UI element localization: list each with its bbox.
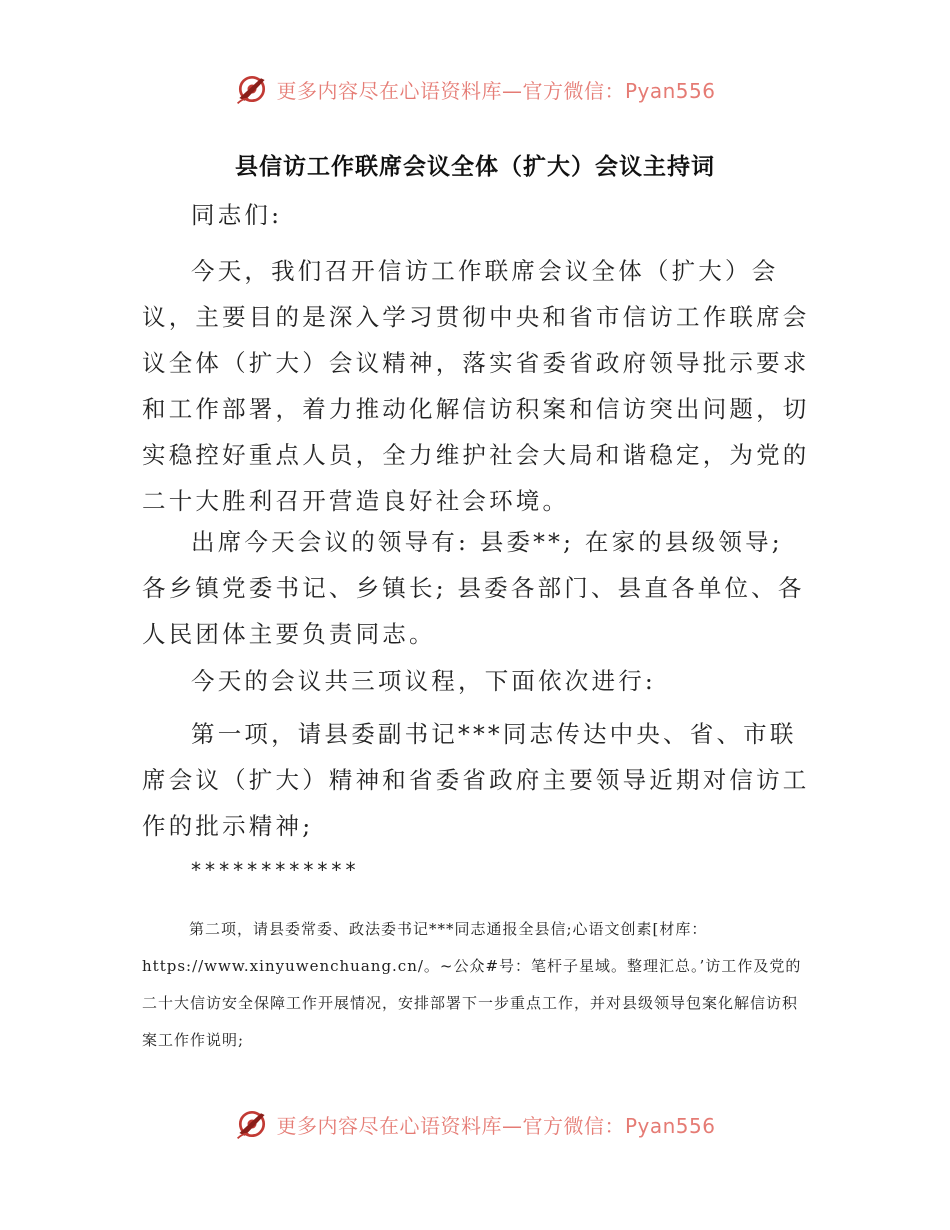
- agenda-paragraph: 今天的会议共三项议程，下面依次进行:: [191, 667, 657, 695]
- watermark-text: 更多内容尽在心语资料库—官方微信：Pyan556: [276, 78, 716, 103]
- greeting-paragraph: 同志们:: [191, 201, 283, 229]
- separator: ************: [190, 858, 359, 882]
- agenda-item-two: 第二项，请县委常委、政法委书记***同志通报全县信;心语文创素[材库：https://www.xinyuwenchuang.cn/。~公众#号：笔杆子星域。整理汇总。’访工作及党的二十大信访安全保障工作开展情况，安排部署下一步重点工作，并对县级领导包案化解信访积案工作作说明;: [142, 920, 802, 1049]
- agenda-item-one: 第一项，请县委副书记***同志传达中央、省、市联席会议（扩大）精神和省委省政府主要领导近期对信访工作的批示精神;: [142, 720, 810, 840]
- document-title: 县信访工作联席会议全体（扩大）会议主持词: [235, 154, 715, 180]
- intro-paragraph: 今天，我们召开信访工作联席会议全体（扩大）会议，主要目的是深入学习贯彻中央和省市信访工作联席会议全体（扩大）会议精神，落实省委省政府领导批示要求和工作部署，着力推动化解信访积案和信访突出问题，切实稳控好重点人员，全力维护社会大局和谐稳定，为党的二十大胜利召开营造良好社会环境。: [142, 257, 810, 515]
- watermark-text: 更多内容尽在心语资料库—官方微信：Pyan556: [276, 1113, 716, 1138]
- brush-logo-icon: [234, 71, 270, 107]
- attendees-paragraph: 出席今天会议的领导有: 县委**; 在家的县级领导; 各乡镇党委书记、乡镇长; 县委各部门、县直各单位、各人民团体主要负责同志。: [142, 528, 805, 648]
- brush-logo-icon: [234, 1106, 270, 1142]
- watermark-banner-bottom: [0, 1099, 950, 1149]
- watermark-banner-top: [0, 64, 950, 114]
